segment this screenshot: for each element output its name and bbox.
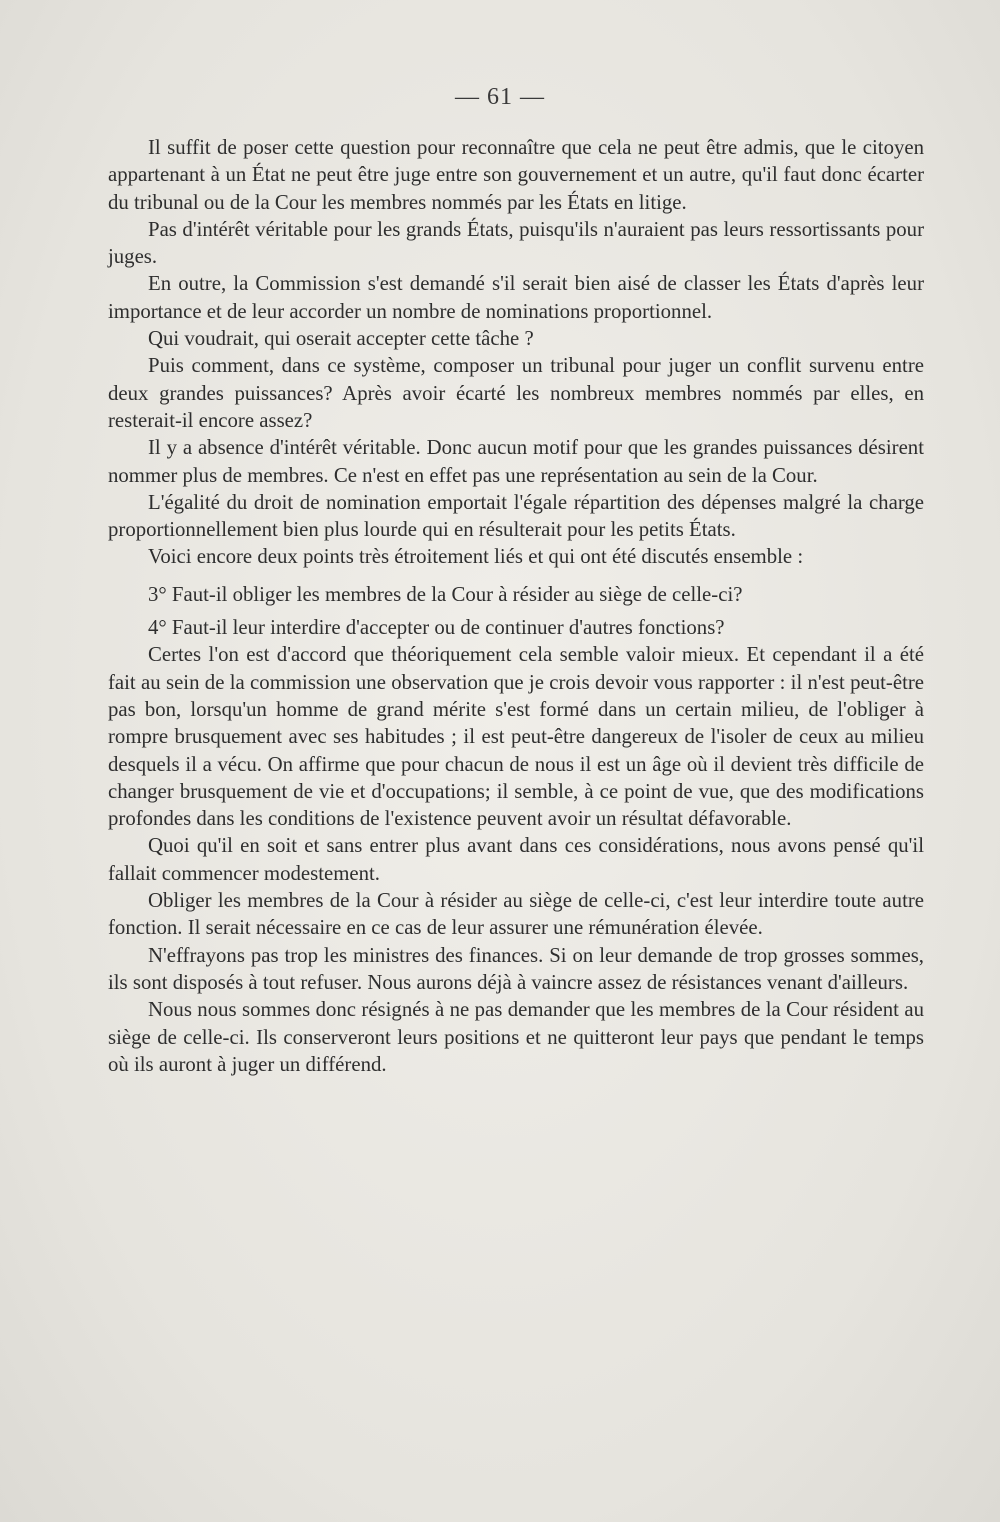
paragraph-2: Pas d'intérêt véritable pour les grands États, puisqu'ils n'auraient pas leurs ressortissants pour juges.	[108, 217, 924, 269]
page-number: — 61 —	[455, 84, 545, 110]
paragraph-11: Obliger les membres de la Cour à résider au siège de celle-ci, c'est leur interdire toute autre fonction. Il serait nécessaire en ce cas de leur assurer une rémunération élevée.	[108, 889, 924, 940]
paragraph-6: Il y a absence d'intérêt véritable. Donc aucun motif pour que les grandes puissances désirent nommer plus de membres. Ce n'est en effet pas une représentation au sein de la Cour.	[108, 436, 924, 487]
body-text	[108, 134, 924, 1078]
paragraph-8: Voici encore deux points très étroitement liés et qui ont été discutés ensemble :	[148, 545, 804, 569]
paragraph-12: N'effrayons pas trop les ministres des finances. Si on leur demande de trop grosses sommes, ils sont disposés à tout refuser. Nous aurons déjà à vaincre assez de résistances venant d'ailleurs.	[108, 943, 924, 994]
list-item-3: 3° Faut-il obliger les membres de la Cour à résider au siège de celle-ci?	[148, 582, 743, 606]
paragraph-5: Puis comment, dans ce système, composer un tribunal pour juger un conflit survenu entre deux grandes puissances? Après avoir écarté les nombreux membres nommés par elles, en resterait-il encore assez?	[108, 354, 924, 432]
paragraph-13: Nous nous sommes donc résignés à ne pas demander que les membres de la Cour résident au siège de celle-ci. Ils conserveront leurs positions et ne quitteront leur pays que pendant le temps où ils auront à juger un différend.	[108, 998, 924, 1076]
paragraph-3: En outre, la Commission s'est demandé s'il serait bien aisé de classer les États d'après leur importance et de leur accorder un nombre de nominations proportionnel.	[108, 272, 924, 323]
paragraph-7: L'égalité du droit de nomination emportait l'égale répartition des dépenses malgré la charge proportionnellement bien plus lourde qui en résulterait pour les petits États.	[108, 490, 924, 542]
paragraph-10: Quoi qu'il en soit et sans entrer plus avant dans ces considérations, nous avons pensé qu'il fallait commencer modestement.	[108, 834, 924, 885]
list-item-4: 4° Faut-il leur interdire d'accepter ou de continuer d'autres fonctions?	[148, 616, 725, 640]
paragraph-9: Certes l'on est d'accord que théoriquement cela semble valoir mieux. Et cependant il a été fait au sein de la commission une observation que je crois devoir vous rapporter : il n'est peut-être pas bon, lorsqu'un homme de grand mérite s'est formé dans un certain milieu, de l'obliger à rompre brusquement avec ses habitudes ; il est peut-être dangereux de l'isoler de ceux au milieu desquels il a vécu. On affirme que pour chacun de nous il est un âge où il devient très difficile de changer brusquement de vie et d'occupations; il semble, à ce point de vue, que des modifications profondes dans les conditions de l'existence peuvent avoir un résultat défavorable.	[108, 643, 924, 831]
paragraph-1: Il suffit de poser cette question pour reconnaître que cela ne peut être admis, que le citoyen appartenant à un État ne peut être juge entre son gouvernement et un autre, qu'il faut donc écarter du tribunal ou de la Cour les membres nommés par les États en litige.	[108, 136, 924, 214]
paragraph-4: Qui voudrait, qui oserait accepter cette tâche ?	[148, 327, 534, 351]
